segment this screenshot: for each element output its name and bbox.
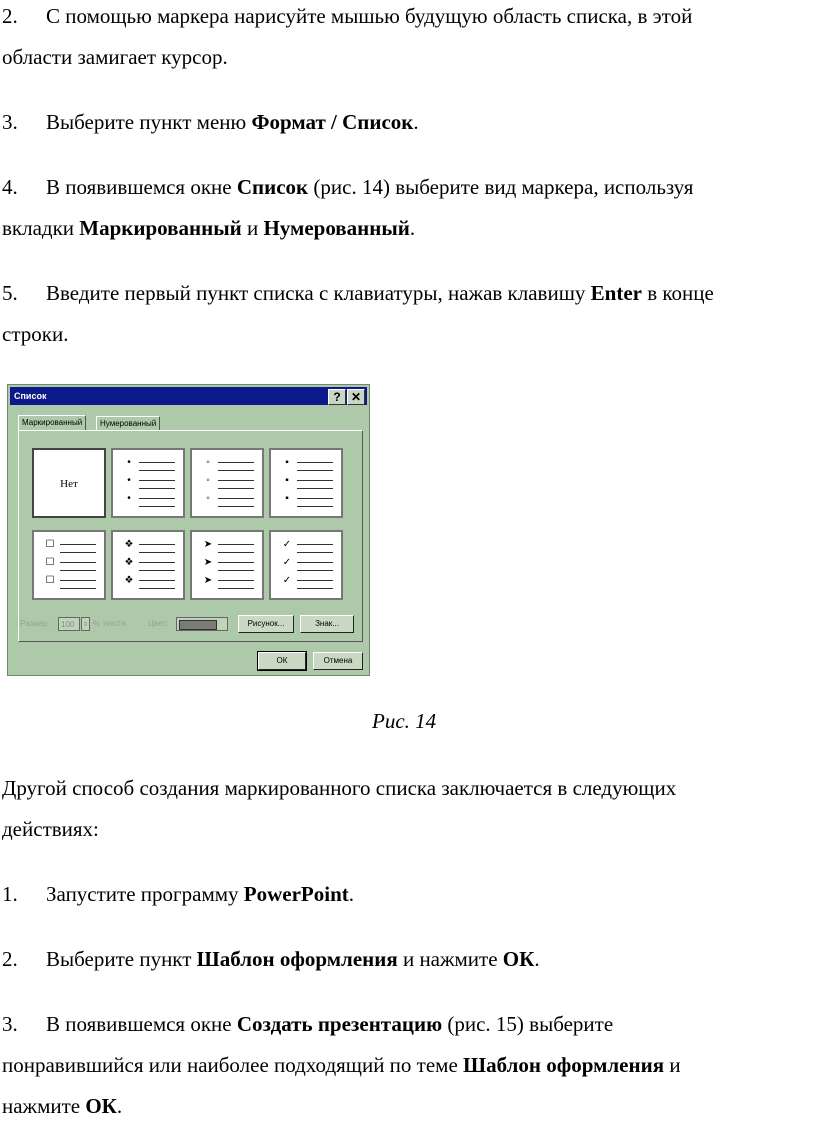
tab-name: Нумерованный: [263, 216, 410, 240]
checkmark-icon: ✓: [282, 557, 292, 568]
size-label: Размер:: [20, 619, 50, 628]
bullet-option-hollow-circle[interactable]: [190, 448, 264, 518]
hollow-circle-icon: ◦: [206, 457, 210, 468]
paragraph-text: .: [534, 947, 540, 971]
paragraph-text: Запустите программу: [46, 882, 244, 906]
cancel-button[interactable]: Отмена: [313, 652, 363, 670]
paragraph-text: и: [241, 216, 264, 240]
checkmark-icon: ✓: [282, 539, 292, 550]
arrowhead-icon: ➤: [203, 575, 213, 586]
arrowhead-icon: ➤: [203, 539, 213, 550]
paragraph-2-line-2: [2, 43, 228, 71]
option-name: Шаблон оформления: [196, 947, 398, 971]
diamond-dots-icon: ❖: [124, 539, 134, 550]
help-button[interactable]: ?: [328, 389, 346, 405]
bullet-option-checkmark[interactable]: [269, 530, 343, 600]
small-dot-icon: •: [127, 493, 131, 504]
paragraph-text: и: [664, 1053, 681, 1077]
color-label: Цвет:: [148, 619, 169, 628]
paragraph-text: в конце: [641, 281, 714, 305]
paragraph-text: вкладки: [2, 216, 80, 240]
item-number: 4.: [2, 175, 18, 199]
item-number: 5.: [2, 281, 18, 305]
paragraph-4-line-1: [2, 173, 693, 201]
hollow-circle-icon: ◦: [206, 475, 210, 486]
item-number: 3.: [2, 1012, 18, 1036]
paragraph-text: строки.: [2, 322, 69, 346]
paragraph-text: .: [413, 110, 419, 134]
option-name: Шаблон оформления: [463, 1053, 665, 1077]
bullet-option-diamond-dots[interactable]: [111, 530, 185, 600]
bullet-option-hollow-box[interactable]: [32, 530, 106, 600]
paragraph-text: В появившемся окне: [46, 175, 237, 199]
paragraph-4-line-2: [2, 214, 415, 242]
window-name: Список: [236, 175, 309, 199]
program-name: PowerPoint: [243, 882, 349, 906]
step-1: [2, 880, 354, 908]
paragraph-text: Выберите пункт: [46, 947, 197, 971]
list-dialog: [7, 384, 370, 676]
step-3-line-1: [2, 1010, 613, 1038]
picture-button[interactable]: Рисунок...: [238, 615, 294, 633]
paragraph-text: С помощью маркера нарисуйте мышью будущую область списка, в этой: [46, 4, 693, 28]
small-dot-icon: •: [127, 457, 131, 468]
step-2: [2, 945, 540, 973]
paragraph-text: Выберите пункт меню: [46, 110, 252, 134]
item-number: 2.: [2, 947, 18, 971]
none-label: Нет: [60, 478, 78, 490]
hollow-box-icon: ☐: [45, 575, 55, 586]
close-button[interactable]: ✕: [347, 389, 365, 405]
step-3-line-2: [2, 1051, 681, 1079]
paragraph-5-line-2: [2, 320, 68, 348]
arrowhead-icon: ➤: [203, 557, 213, 568]
size-spinner[interactable]: ⇕: [81, 617, 90, 631]
paragraph-text: .: [409, 216, 416, 240]
paragraph-text: (рис. 14) выберите вид маркера, используя: [308, 175, 694, 199]
button-name: ОК: [85, 1094, 117, 1118]
paragraph-text: и нажмите: [397, 947, 503, 971]
symbol-button[interactable]: Знак...: [300, 615, 354, 633]
intro-line-2: [2, 815, 99, 843]
bullet-option-filled-square[interactable]: [269, 448, 343, 518]
paragraph-text: Введите первый пункт списка с клавиатуры, нажав клавишу: [46, 281, 591, 305]
dialog-titlebar: [10, 387, 367, 405]
paragraph-text: Другой способ создания маркированного списка заключается в следующих: [2, 776, 677, 800]
key-name: Enter: [590, 281, 642, 305]
paragraph-text: понравившийся или наиболее подходящий по теме: [2, 1053, 464, 1077]
paragraph-5-line-1: [2, 279, 714, 307]
dialog-title: Список: [14, 391, 47, 401]
hollow-circle-icon: ◦: [206, 493, 210, 504]
menu-path: Формат / Список: [251, 110, 414, 134]
diamond-dots-icon: ❖: [124, 557, 134, 568]
paragraph-text: .: [348, 882, 355, 906]
hollow-box-icon: ☐: [45, 539, 55, 550]
filled-square-icon: ▪: [285, 457, 289, 468]
paragraph-text: .: [116, 1094, 123, 1118]
item-number: 1.: [2, 882, 18, 906]
figure-caption: Рис. 14: [372, 709, 437, 733]
item-number: 3.: [2, 110, 18, 134]
size-input[interactable]: 100: [58, 617, 80, 631]
tab-numbered[interactable]: Нумерованный: [96, 416, 160, 431]
hollow-box-icon: ☐: [45, 557, 55, 568]
paragraph-text: (рис. 15) выберите: [442, 1012, 614, 1036]
bullet-option-none[interactable]: [32, 448, 106, 518]
filled-square-icon: ▪: [285, 493, 289, 504]
paragraph-text: нажмите: [2, 1094, 86, 1118]
window-name: Создать презентацию: [236, 1012, 443, 1036]
bullet-option-small-dot[interactable]: [111, 448, 185, 518]
small-dot-icon: •: [127, 475, 131, 486]
color-swatch: [179, 620, 217, 630]
intro-line-1: [2, 774, 676, 802]
paragraph-text: действиях:: [2, 817, 99, 841]
paragraph-3: [2, 108, 419, 136]
step-3-line-3: [2, 1092, 122, 1120]
filled-square-icon: ▪: [285, 475, 289, 486]
color-select[interactable]: [176, 617, 228, 631]
paragraph-text: области замигает курсор.: [2, 45, 228, 69]
paragraph-text: В появившемся окне: [46, 1012, 237, 1036]
tab-name: Маркированный: [79, 216, 242, 240]
button-name: ОК: [502, 947, 535, 971]
bullet-option-arrowhead[interactable]: [190, 530, 264, 600]
size-unit-label: % текста: [93, 619, 126, 628]
ok-button[interactable]: ОК: [258, 652, 306, 670]
tab-bulleted[interactable]: Маркированный: [18, 415, 86, 431]
checkmark-icon: ✓: [282, 575, 292, 586]
item-number: 2.: [2, 4, 18, 28]
diamond-dots-icon: ❖: [124, 575, 134, 586]
paragraph-2-line-1: [2, 2, 692, 30]
